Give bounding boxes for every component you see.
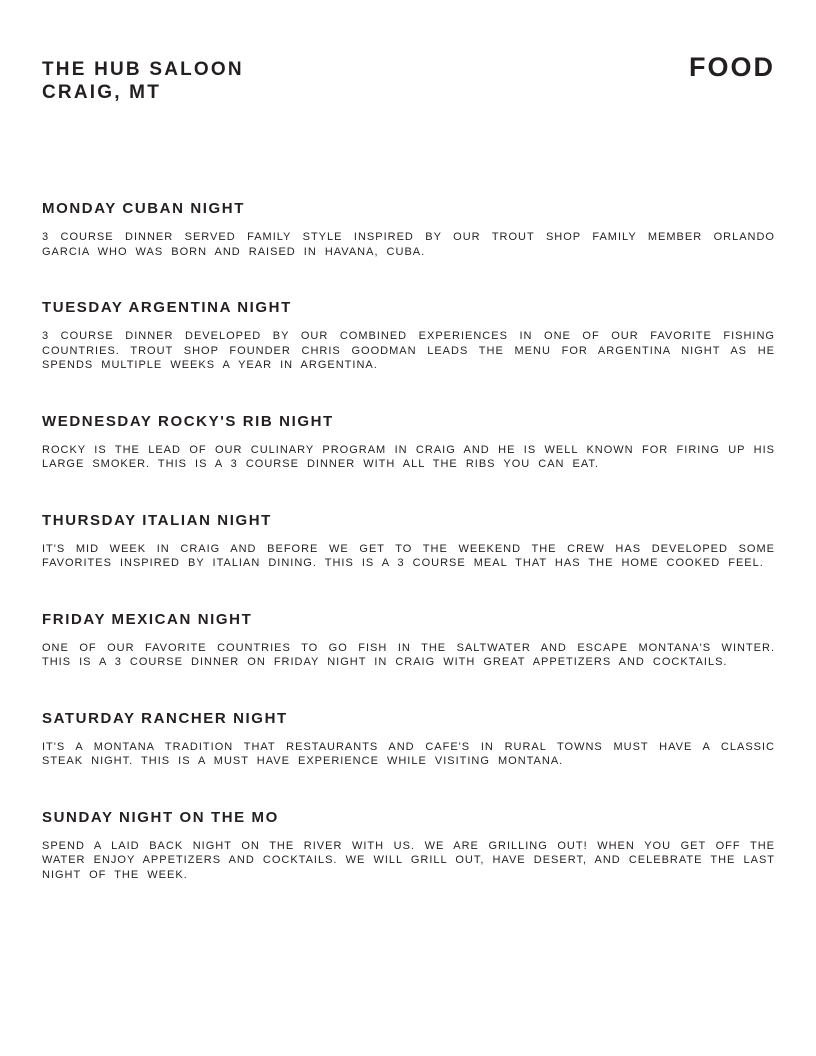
menu-section (42, 413, 775, 472)
section-heading: SATURDAY RANCHER NIGHT (42, 709, 288, 727)
page-title: FOOD (689, 52, 775, 82)
business-name: THE HUB SALOON (42, 59, 244, 80)
menu-section (42, 299, 775, 373)
menu-section (42, 200, 775, 259)
section-body: IT'S MID WEEK IN CRAIG AND BEFORE WE GET TO THE WEEKEND THE CREW HAS DEVELOPED SOME FAVORITES INSPIRED BY ITALIAN DINING. THIS IS A 3 COURSE MEAL THAT HAS THE HOME COOKED FEEL. (42, 542, 775, 569)
brand-block (42, 58, 244, 104)
section-body: ONE OF OUR FAVORITE COUNTRIES TO GO FISH IN THE SALTWATER AND ESCAPE MONTANA'S WINTER. THIS IS A 3 COURSE DINNER ON FRIDAY NIGHT IN CRAIG WITH GREAT APPETIZERS AND COCKTAILS. (42, 641, 775, 668)
business-location: CRAIG, MT (42, 82, 162, 103)
section-heading: SUNDAY NIGHT ON THE MO (42, 808, 279, 826)
section-heading: THURSDAY ITALIAN NIGHT (42, 511, 272, 529)
section-body: 3 COURSE DINNER SERVED FAMILY STYLE INSPIRED BY OUR TROUT SHOP FAMILY MEMBER ORLANDO GARCIA WHO WAS BORN AND RAISED IN HAVANA, CUBA. (42, 231, 775, 258)
section-body: IT'S A MONTANA TRADITION THAT RESTAURANTS AND CAFE'S IN RURAL TOWNS MUST HAVE A CLASSIC STEAK NIGHT. THIS IS A MUST HAVE EXPERIENCE WHILE VISITING MONTANA. (42, 740, 775, 767)
section-heading: MONDAY CUBAN NIGHT (42, 200, 245, 217)
menu-section (42, 710, 775, 769)
section-body: SPEND A LAID BACK NIGHT ON THE RIVER WITH US. WE ARE GRILLING OUT! WHEN YOU GET OFF THE WATER ENJOY APPETIZERS AND COCKTAILS. WE WILL GRILL OUT, HAVE DESERT, AND CELEBRATE THE LAST NIGHT OF THE WEEK. (42, 839, 775, 881)
document-header (42, 52, 775, 104)
section-heading: FRIDAY MEXICAN NIGHT (42, 610, 253, 628)
section-body: ROCKY IS THE LEAD OF OUR CULINARY PROGRAM IN CRAIG AND HE IS WELL KNOWN FOR FIRING UP HIS LARGE SMOKER. THIS IS A 3 COURSE DINNER WITH ALL THE RIBS YOU CAN EAT. (42, 443, 775, 470)
section-heading: TUESDAY ARGENTINA NIGHT (42, 299, 292, 316)
section-heading: WEDNESDAY ROCKY'S RIB NIGHT (42, 412, 334, 430)
menu-section (42, 611, 775, 670)
menu-section (42, 512, 775, 571)
menu-section (42, 809, 775, 883)
section-body: 3 COURSE DINNER DEVELOPED BY OUR COMBINED EXPERIENCES IN ONE OF OUR FAVORITE FISHING COUNTRIES. TROUT SHOP FOUNDER CHRIS GOODMAN LEADS THE MENU FOR ARGENTINA NIGHT AS HE SPENDS MULTIPLE WEEKS A YEAR IN ARGENTINA. (42, 330, 775, 371)
menu-sections (42, 200, 775, 882)
